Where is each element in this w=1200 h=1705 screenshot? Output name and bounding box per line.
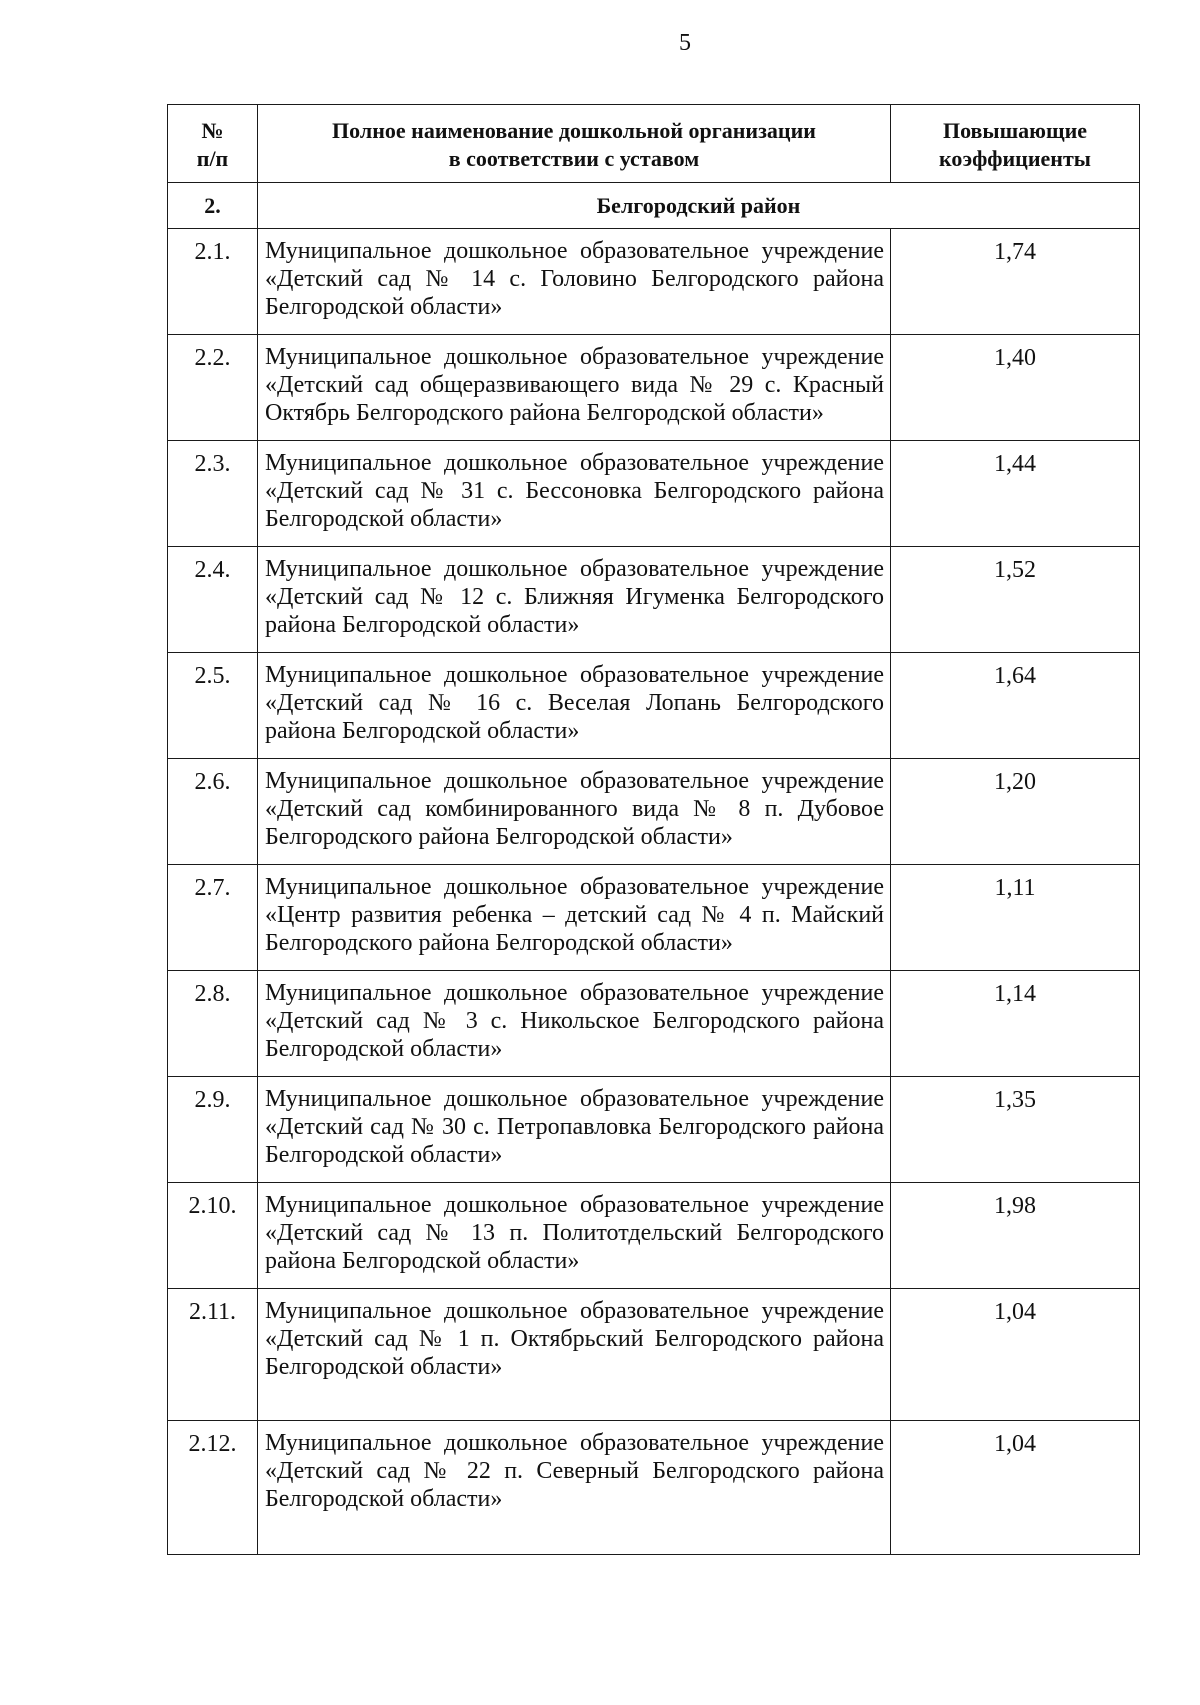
row-number: 2.5. bbox=[168, 653, 258, 759]
organization-name: Муниципальное дошкольное образовательное учреждение «Детский сад № 3 с. Никольское Белгородского района Белгородской области» bbox=[258, 971, 891, 1077]
table-row bbox=[168, 1289, 1140, 1421]
coefficient-value: 1,64 bbox=[891, 653, 1140, 759]
table-row bbox=[168, 335, 1140, 441]
row-number: 2.1. bbox=[168, 229, 258, 335]
organization-name: Муниципальное дошкольное образовательное учреждение «Детский сад № 14 с. Головино Белгородского района Белгородской области» bbox=[258, 229, 891, 335]
table-row bbox=[168, 1183, 1140, 1289]
table-row bbox=[168, 547, 1140, 653]
row-number: 2.4. bbox=[168, 547, 258, 653]
header-name bbox=[258, 105, 891, 183]
row-number: 2.2. bbox=[168, 335, 258, 441]
coefficient-value: 1,04 bbox=[891, 1289, 1140, 1421]
header-coefficient-line1: Повышающие bbox=[942, 118, 1088, 143]
organization-name: Муниципальное дошкольное образовательное учреждение «Детский сад № 30 с. Петропавловка Белгородского района Белгородской области» bbox=[258, 1077, 891, 1183]
coefficient-value: 1,74 bbox=[891, 229, 1140, 335]
district-number: 2. bbox=[168, 183, 258, 229]
row-number: 2.11. bbox=[168, 1289, 258, 1421]
table-row bbox=[168, 441, 1140, 547]
header-name-line1: Полное наименование дошкольной организации bbox=[332, 118, 816, 143]
organization-name: Муниципальное дошкольное образовательное учреждение «Детский сад № 1 п. Октябрьский Белгородского района Белгородской области» bbox=[258, 1289, 891, 1421]
header-number-line2: п/п bbox=[196, 146, 229, 171]
coefficient-value: 1,98 bbox=[891, 1183, 1140, 1289]
organization-name: Муниципальное дошкольное образовательное учреждение «Детский сад № 13 п. Политотдельский Белгородского района Белгородской области» bbox=[258, 1183, 891, 1289]
organization-name: Муниципальное дошкольное образовательное учреждение «Детский сад комбинированного вида № 8 п. Дубовое Белгородского района Белгородской области» bbox=[258, 759, 891, 865]
table-row bbox=[168, 653, 1140, 759]
table-header-row bbox=[168, 105, 1140, 183]
row-number: 2.12. bbox=[168, 1421, 258, 1555]
coefficients-table bbox=[167, 104, 1140, 1555]
coefficient-value: 1,20 bbox=[891, 759, 1140, 865]
organization-name: Муниципальное дошкольное образовательное учреждение «Детский сад № 31 с. Бессоновка Белгородского района Белгородской области» bbox=[258, 441, 891, 547]
table-row bbox=[168, 1421, 1140, 1555]
table-row bbox=[168, 971, 1140, 1077]
organization-name: Муниципальное дошкольное образовательное учреждение «Детский сад № 16 с. Веселая Лопань Белгородского района Белгородской области» bbox=[258, 653, 891, 759]
header-name-line2: в соответствии с уставом bbox=[448, 146, 700, 171]
row-number: 2.3. bbox=[168, 441, 258, 547]
coefficient-value: 1,40 bbox=[891, 335, 1140, 441]
table-row bbox=[168, 759, 1140, 865]
header-number bbox=[168, 105, 258, 183]
table-row bbox=[168, 1077, 1140, 1183]
district-row bbox=[168, 183, 1140, 229]
coefficient-value: 1,14 bbox=[891, 971, 1140, 1077]
organization-name: Муниципальное дошкольное образовательное учреждение «Детский сад № 22 п. Северный Белгородского района Белгородской области» bbox=[258, 1421, 891, 1555]
header-coefficient bbox=[891, 105, 1140, 183]
row-number: 2.6. bbox=[168, 759, 258, 865]
header-coefficient-line2: коэффициенты bbox=[939, 146, 1091, 171]
table-row bbox=[168, 229, 1140, 335]
coefficient-value: 1,11 bbox=[891, 865, 1140, 971]
page-number: 5 bbox=[679, 30, 691, 56]
coefficient-value: 1,35 bbox=[891, 1077, 1140, 1183]
row-number: 2.10. bbox=[168, 1183, 258, 1289]
row-number: 2.8. bbox=[168, 971, 258, 1077]
district-name: Белгородский район bbox=[258, 183, 1140, 229]
organization-name: Муниципальное дошкольное образовательное учреждение «Детский сад общеразвивающего вида № 29 с. Красный Октябрь Белгородского района Белгородской области» bbox=[258, 335, 891, 441]
coefficient-value: 1,04 bbox=[891, 1421, 1140, 1555]
organization-name: Муниципальное дошкольное образовательное учреждение «Детский сад № 12 с. Ближняя Игуменка Белгородского района Белгородской области» bbox=[258, 547, 891, 653]
table-row bbox=[168, 865, 1140, 971]
row-number: 2.7. bbox=[168, 865, 258, 971]
row-number: 2.9. bbox=[168, 1077, 258, 1183]
organization-name: Муниципальное дошкольное образовательное учреждение «Центр развития ребенка – детский сад № 4 п. Майский Белгородского района Белгородской области» bbox=[258, 865, 891, 971]
header-number-line1: № bbox=[201, 118, 224, 143]
coefficient-value: 1,52 bbox=[891, 547, 1140, 653]
coefficient-value: 1,44 bbox=[891, 441, 1140, 547]
